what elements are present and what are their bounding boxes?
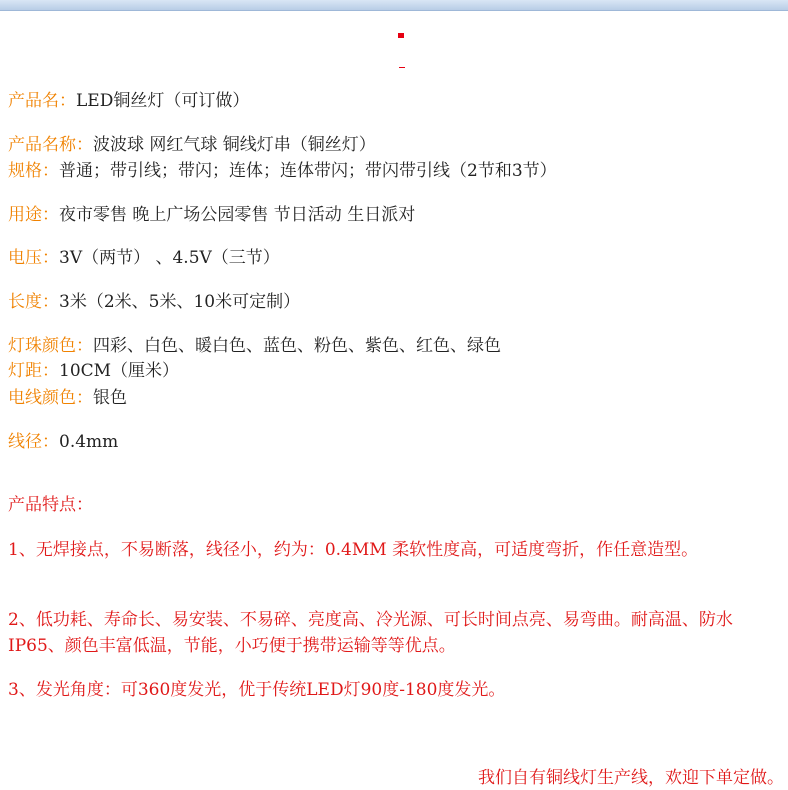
feature-item-2: 2、低功耗、寿命长、易安装、不易碎、亮度高、冷光源、可长时间点亮、易弯曲。耐高温、防水IP65、颜色丰富低温，节能，小巧便于携带运输等等优点。: [8, 610, 733, 656]
top-banner-band: [0, 0, 788, 11]
spec-label: 灯珠颜色：: [8, 336, 93, 356]
spec-value: 波波球 网红气球 铜线灯串（铜丝灯）: [93, 135, 376, 155]
spec-value: 四彩、白色、暖白色、蓝色、粉色、紫色、红色、绿色: [93, 336, 501, 356]
spec-product-name: [8, 89, 249, 113]
spec-wire-diameter: [8, 430, 118, 454]
spec-label: 电线颜色：: [8, 388, 93, 408]
decorative-dash: [399, 67, 405, 68]
spec-product-title: [8, 133, 376, 157]
spec-label: 用途：: [8, 205, 59, 225]
decorative-red-dot: [398, 33, 404, 38]
spec-length: [8, 290, 300, 314]
spec-voltage: [8, 246, 280, 270]
spec-value: LED铜丝灯（可订做）: [76, 91, 250, 111]
spec-usage: [8, 203, 415, 227]
spec-value: 0.4mm: [59, 432, 119, 452]
spec-lamp-spacing: [8, 359, 179, 383]
spec-bead-colors: [8, 334, 501, 358]
spec-value: 普通；带引线；带闪；连体；连体带闪；带闪带引线（2节和3节）: [59, 161, 557, 181]
feature-item-1: 1、无焊接点，不易断落，线径小，约为：0.4MM 柔软性度高，可适度弯折，作任意造型。: [8, 540, 699, 560]
features-heading: 产品特点：: [8, 495, 93, 515]
spec-label: 产品名：: [8, 91, 76, 111]
spec-label: 电压：: [8, 248, 59, 268]
spec-wire-color: [8, 386, 127, 410]
spec-value: 夜市零售 晚上广场公园零售 节日活动 生日派对: [59, 205, 416, 225]
spec-label: 灯距：: [8, 361, 59, 381]
spec-value: 10CM（厘米）: [59, 361, 180, 381]
spec-label: 线径：: [8, 432, 59, 452]
spec-value: 3米（2米、5米、10米可定制）: [59, 292, 301, 312]
footer-slogan: 我们自有铜线灯生产线，欢迎下单定做。: [478, 768, 784, 788]
spec-value: 3V（两节） 、4.5V（三节）: [59, 248, 280, 268]
spec-label: 产品名称：: [8, 135, 93, 155]
spec-label: 长度：: [8, 292, 59, 312]
spec-label: 规格：: [8, 161, 59, 181]
feature-item-3: 3、发光角度：可360度发光，优于传统LED灯90度-180度发光。: [8, 680, 506, 700]
spec-specification: [8, 159, 557, 183]
spec-value: 银色: [93, 388, 127, 408]
